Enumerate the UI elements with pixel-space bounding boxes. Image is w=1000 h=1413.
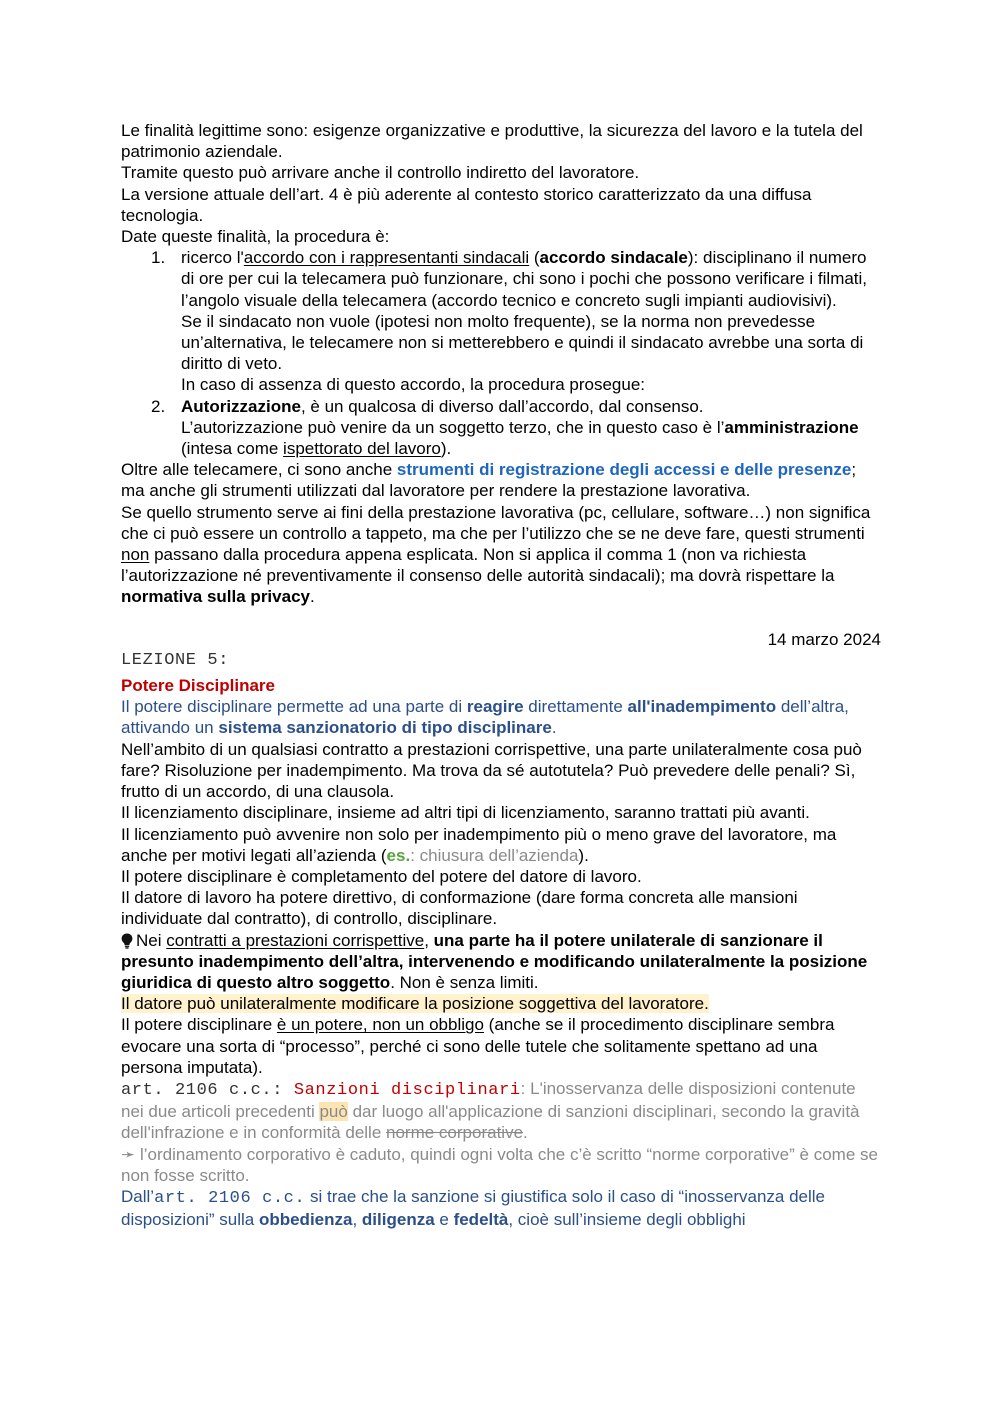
- paragraph: Il licenziamento può avvenire non solo per inadempimento più o meno grave del lavoratore, ma anche per motivi legati all’azienda (es.: chiusura dell’azienda).: [121, 824, 837, 865]
- lesson-date: 14 marzo 2024: [767, 629, 881, 649]
- list-number: 1.: [151, 248, 166, 268]
- lesson-label: LEZIONE 5:: [121, 650, 230, 670]
- paragraph: Il potere disciplinare è un potere, non un obbligo (anche se il procedimento disciplinare sembra evocare una sorta di “processo”, perché ci sono delle tutele che solitamente spettano ad una persona imputata).: [121, 1015, 835, 1077]
- note-paragraph: ➛ l’ordinamento corporativo è caduto, quindi ogni volta che c’è scritto “norme corporative” è come se non fosse scritto.: [121, 1144, 878, 1185]
- list-paragraph: ricerco l'accordo con i rappresentanti sindacali (accordo sindacale): disciplinano il numero di ore per cui la telecamera può funzionare, chi sono i pochi che possono verificare i filmati, l’angolo visuale della telecamera (accordo tecnico e concreto sugli impianti audiovisivi).: [181, 248, 868, 310]
- list-paragraph: In caso di assenza di questo accordo, la procedura prosegue:: [181, 375, 646, 395]
- paragraph: La versione attuale dell’art. 4 è più aderente al contesto storico caratterizzato da una diffusa tecnologia.: [121, 184, 812, 225]
- list-item: [151, 396, 881, 460]
- paragraph: Il datore di lavoro ha potere direttivo, di conformazione (dare forma concreta alle mansioni individuate dal contratto), di controllo, disciplinare.: [121, 888, 798, 929]
- paragraph: Il licenziamento disciplinare, insieme ad altri tipi di licenziamento, saranno trattati più avanti.: [121, 803, 810, 823]
- list-paragraph: Autorizzazione, è un qualcosa di diverso dall’accordo, dal consenso.: [181, 396, 704, 416]
- paragraph: Nei contratti a prestazioni corrispettive, una parte ha il potere unilaterale di sanzionare il presunto inadempimento dell’altra, intervenendo e modificando unilateralmente la posizione giuridica di questo altro soggetto. Non è senza limiti.: [121, 930, 868, 992]
- paragraph: Dall’art. 2106 c.c. si trae che la sanzione si giustifica solo il caso di “inosservanza delle disposizioni” sulla obbedienza, diligenza e fedeltà, cioè sull’insieme degli obblighi: [121, 1186, 826, 1230]
- paragraph: Le finalità legittime sono: esigenze organizzative e produttive, la sicurezza del lavoro e la tutela del patrimonio aziendale.: [121, 121, 863, 162]
- list-paragraph: Se il sindacato non vuole (ipotesi non molto frequente), se la norma non prevedesse un’alternativa, le telecamere non si metterebbero e quindi il sindacato avrebbe una sorta di diritto di veto.: [181, 311, 864, 374]
- paragraph: Il potere disciplinare è completamento del potere del datore di lavoro.: [121, 866, 642, 886]
- paragraph: Il potere disciplinare permette ad una parte di reagire direttamente all'inadempimento dell’altra, attivando un sistema sanzionatorio di tipo disciplinare.: [121, 697, 849, 738]
- paragraph: Oltre alle telecamere, ci sono anche strumenti di registrazione degli accessi e delle presenze; ma anche gli strumenti utilizzati dal lavoratore per rendere la prestazione lavorativa.: [121, 460, 857, 501]
- lightbulb-icon: [121, 933, 133, 948]
- list-item: [151, 247, 881, 395]
- paragraph: Nell’ambito di un qualsiasi contratto a prestazioni corrispettive, una parte unilateralmente cosa può fare? Risoluzione per inadempimento. Ma trova da sé autotutela? Può prevedere delle penali? Sì, frutto di un accordo, di una clausola.: [121, 739, 862, 802]
- document-page: [121, 120, 881, 1230]
- paragraph: Se quello strumento serve ai fini della prestazione lavorativa (pc, cellulare, software…) non significa che ci può essere un controllo a tappeto, ma che per l’utilizzo che se ne deve fare, questi strumenti non passano dalla procedura appena esplicata. Non si applica il comma 1 (non va richiesta l’autorizzazione né preventivamente il consenso delle autorità sindacali); ma dovrà rispettare la normativa sulla privacy.: [121, 502, 871, 607]
- paragraph: Il datore può unilateralmente modificare la posizione soggettiva del lavoratore.: [121, 994, 709, 1014]
- article-quote: art. 2106 c.c.: Sanzioni disciplinari: L'inosservanza delle disposizioni contenute nei due articoli precedenti può dar luogo all'applicazione di sanzioni disciplinari, secondo la gravità dell'infrazione e in conformità delle norme corporative.: [121, 1078, 860, 1143]
- section-heading: Potere Disciplinare: [121, 676, 276, 696]
- paragraph: Tramite questo può arrivare anche il controllo indiretto del lavoratore.: [121, 163, 640, 183]
- procedure-list: [121, 247, 881, 459]
- list-paragraph: L’autorizzazione può venire da un soggetto terzo, che in questo caso è l’amministrazione (intesa come ispettorato del lavoro).: [181, 417, 859, 459]
- paragraph: Date queste finalità, la procedura è:: [121, 227, 390, 247]
- list-number: 2.: [151, 396, 166, 416]
